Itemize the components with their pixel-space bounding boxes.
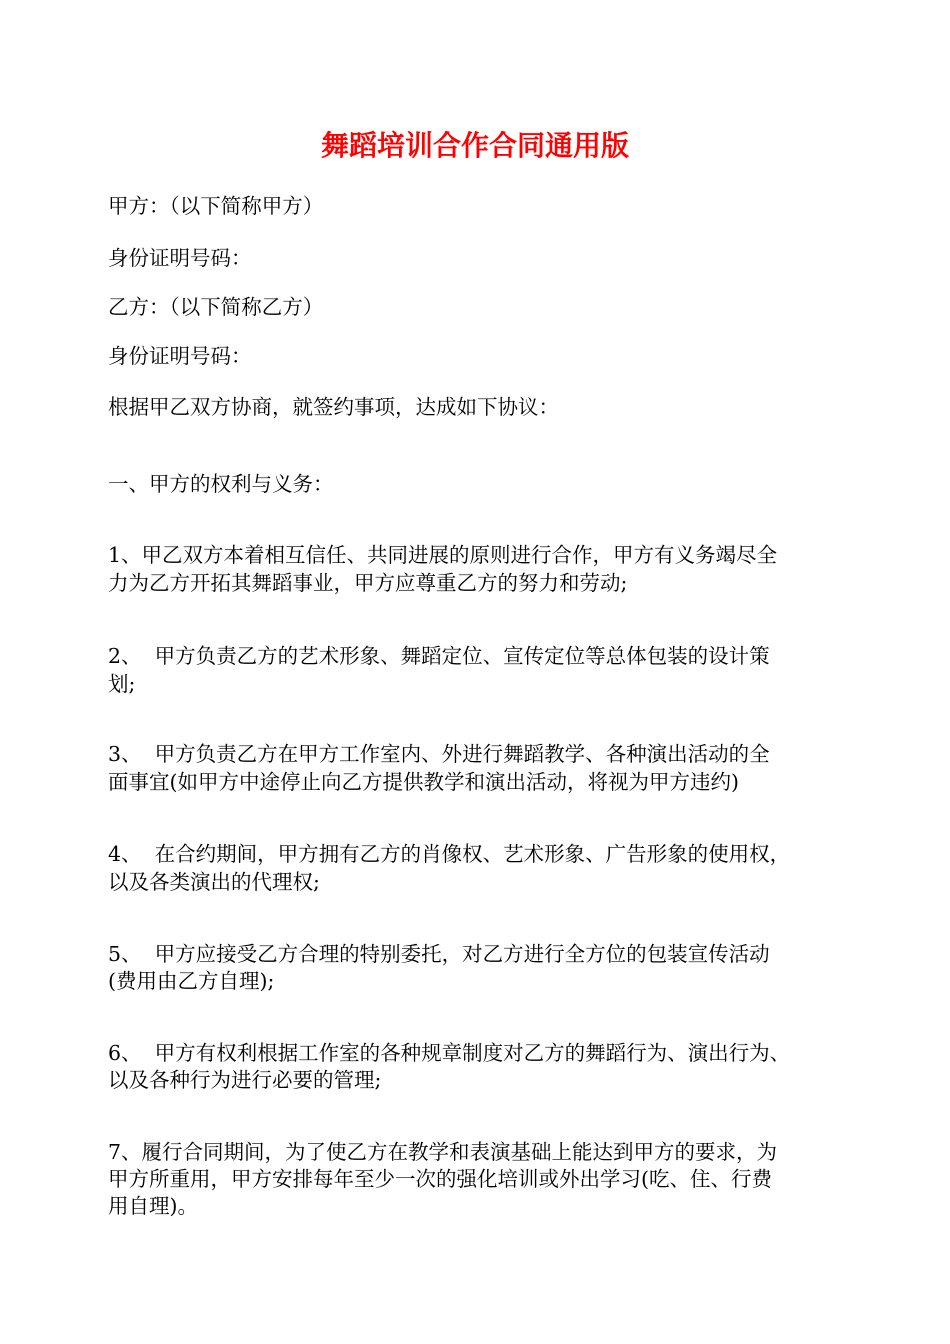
clause-1-line-2: 力为乙方开拓其舞蹈事业，甲方应尊重乙方的努力和劳动; bbox=[108, 571, 628, 595]
clause-7-line-3: 用自理)。 bbox=[108, 1194, 198, 1218]
intro-paragraph: 根据甲乙双方协商，就签约事项，达成如下协议： bbox=[108, 395, 559, 419]
party-a-line: 甲方：（以下简称甲方） bbox=[108, 194, 324, 218]
clause-1-line-1: 1、甲乙双方本着相互信任、共同进展的原则进行合作，甲方有义务竭尽全 bbox=[108, 543, 778, 567]
clause-4-line-1: 4、 在合约期间，甲方拥有乙方的肖像权、艺术形象、广告形象的使用权， bbox=[108, 842, 791, 866]
party-b-id-line: 身份证明号码： bbox=[108, 344, 252, 368]
clause-7-line-1: 7、履行合同期间，为了使乙方在教学和表演基础上能达到甲方的要求，为 bbox=[108, 1140, 778, 1164]
clause-2-line-2: 划; bbox=[108, 672, 136, 696]
clause-2-line-1: 2、 甲方负责乙方的艺术形象、舞蹈定位、宣传定位等总体包装的设计策 bbox=[108, 644, 770, 668]
clause-5-line-2: (费用由乙方自理); bbox=[108, 969, 275, 993]
clause-5-line-1: 5、 甲方应接受乙方合理的特别委托，对乙方进行全方位的包装宣传活动 bbox=[108, 942, 770, 966]
clause-3-line-2: 面事宜(如甲方中途停止向乙方提供教学和演出活动，将视为甲方违约) bbox=[108, 770, 739, 794]
clause-7-line-2: 甲方所重用，甲方安排每年至少一次的强化培训或外出学习(吃、住、行费 bbox=[108, 1167, 772, 1191]
party-a-id-line: 身份证明号码： bbox=[108, 246, 252, 270]
clause-6-line-1: 6、 甲方有权利根据工作室的各种规章制度对乙方的舞蹈行为、演出行为、 bbox=[108, 1041, 791, 1065]
party-b-line: 乙方：（以下简称乙方） bbox=[108, 295, 324, 319]
clause-4-line-2: 以及各类演出的代理权; bbox=[108, 870, 320, 894]
section-1-heading: 一、甲方的权利与义务： bbox=[108, 472, 334, 496]
document-title: 舞蹈培训合作合同通用版 bbox=[320, 129, 629, 162]
clause-6-line-2: 以及各种行为进行必要的管理; bbox=[108, 1068, 382, 1092]
clause-3-line-1: 3、 甲方负责乙方在甲方工作室内、外进行舞蹈教学、各种演出活动的全 bbox=[108, 742, 770, 766]
